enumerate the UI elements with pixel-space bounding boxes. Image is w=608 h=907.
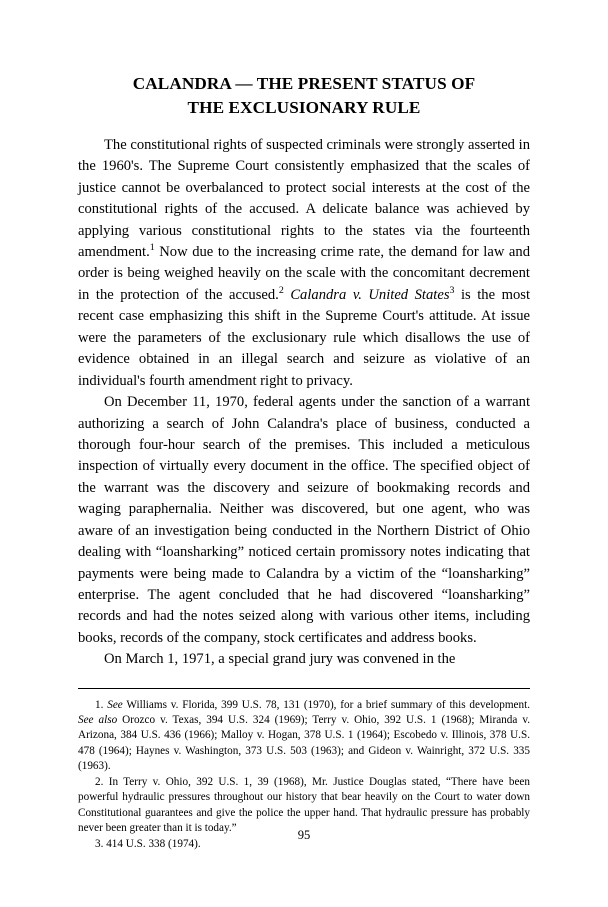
footnote-3: 3. 414 U.S. 338 (1974). bbox=[95, 838, 201, 851]
page-title-line-2: THE EXCLUSIONARY RULE bbox=[187, 98, 421, 118]
page-title-line-1: CALANDRA — THE PRESENT STATUS OF bbox=[132, 74, 476, 93]
paragraph-3: On March 1, 1971, a special grand jury was convened in the bbox=[104, 651, 456, 668]
paragraph-2: On December 11, 1970, federal agents under the sanction of a warrant authorizing a search of John Calandra's place of business, conducted a thorough four-hour search of the premises. This included a meticulous inspection of virtually every document in the office. The specified object of the warrant was the discovery and seizure of bookmaking records and waging paraphernalia. Neither was discovered, but one agent, who was aware of an investigation being conducted in the Northern District of Ohio dealing with “loansharking” noticed certain promissory notes indicating that payments were being made to Calandra by a victim of the “loansharking” enterprise. The agent concluded that he had discovered “loansharking” records and had the notes seized along with various other items, including books, records of the company, stock certificates and address books. bbox=[78, 394, 530, 646]
paragraph-1: The constitutional rights of suspected criminals were strongly asserted in the 1960's. The Supreme Court consistently emphasized that the scales of justice cannot be overbalanced to protect social interests at the cost of the constitutional rights of the accused. A delicate balance was achieved by applying various constitutional rights to the states via the fourteenth amendment.$^1$ Now due to the increasing crime rate, the demand for law and order is being weighed heavily on the scale with the concomitant decrement in the protection of the accused.$^2$ Calandra v. United States$^3$ is the most recent case emphasizing this shift in the Supreme Court's attitude. At issue were the parameters of the exclusionary rule which disallows the use of evidence obtained in an illegal search and seizure as violative of an individual's fourth amendment right to privacy. bbox=[78, 136, 530, 389]
page-title bbox=[78, 72, 530, 121]
page-number: 95 bbox=[297, 828, 311, 842]
footnote-2: 2. In Terry v. Ohio, 392 U.S. 1, 39 (1968), Mr. Justice Douglas stated, “There have been powerful hydraulic pressures throughout our history that bear heavily on the Court to water down Constitutional guarantees and give the police the upper hand. That hydraulic pressure has probably never been greater than it is today.” bbox=[78, 776, 530, 834]
footnote-separator bbox=[78, 688, 530, 689]
footnote-1: 1. See Williams v. Florida, 399 U.S. 78, 131 (1970), for a brief summary of this development. See also Orozco v. Texas, 394 U.S. 324 (1969); Terry v. Ohio, 392 U.S. 1 (1968); Miranda v. Arizona, 384 U.S. 436 (1966); Malloy v. Hogan, 378 U.S. 1 (1964); Escobedo v. Illinois, 378 U.S. 478 (1964); Haynes v. Washington, 373 U.S. 503 (1963); and Gideon v. Wainright, 372 U.S. 335 (1963). bbox=[78, 699, 531, 772]
article-body bbox=[78, 72, 530, 671]
